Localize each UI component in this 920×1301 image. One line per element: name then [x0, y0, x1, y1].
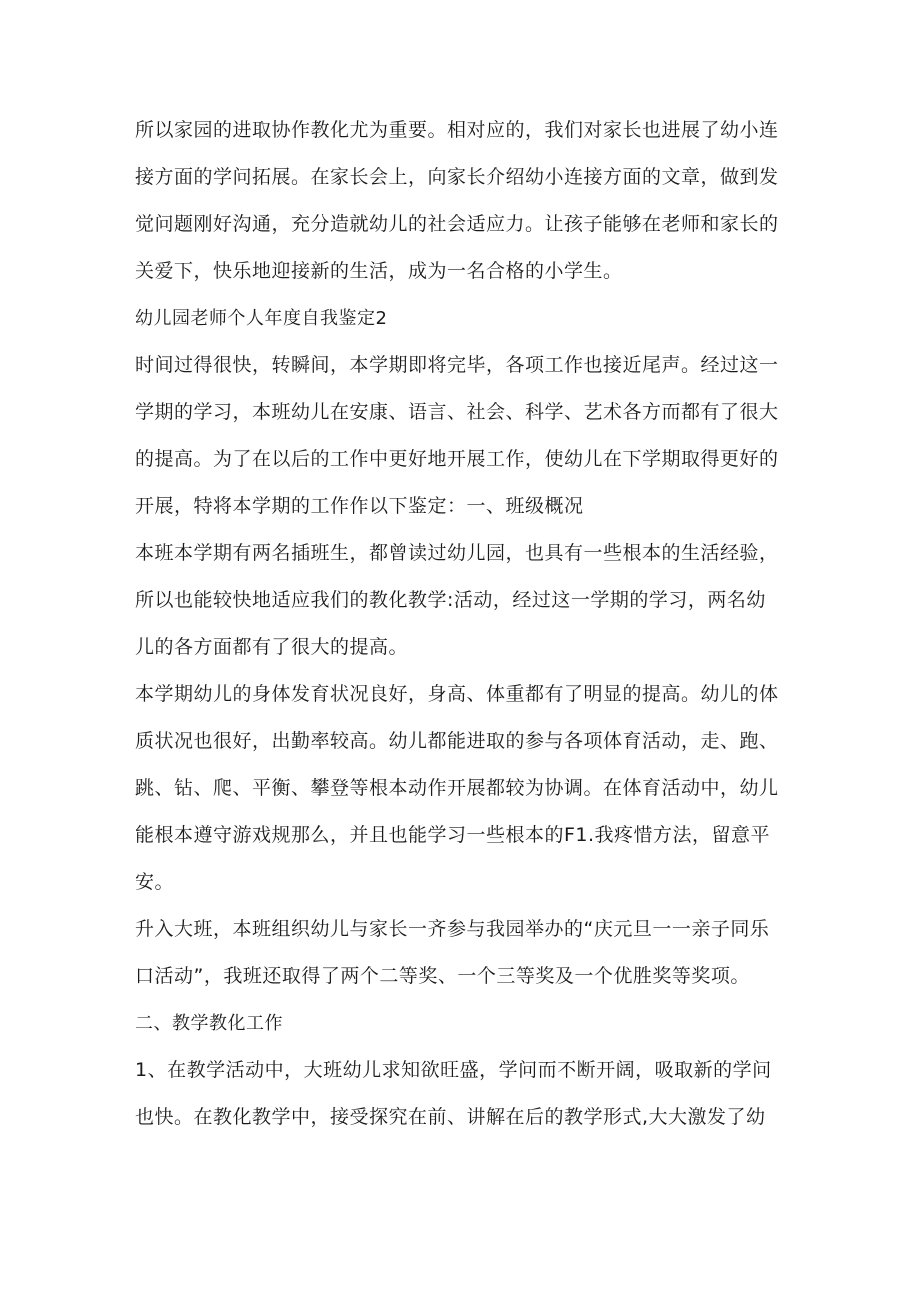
section-heading-teaching-work — [135, 1000, 787, 1047]
text-line: 觉问题刚好沟通，充分造就幼儿的社会适应力。让孩子能够在老师和家长的 — [135, 213, 779, 235]
text-line: 跳、钻、爬、平衡、攀登等根本动作开展都较为协调。在体育活动中，幼儿 — [135, 777, 779, 799]
paragraph-new-year-event — [135, 906, 787, 1000]
heading-line: 二、教学教化工作 — [135, 1013, 283, 1034]
text-line: 的提高。为了在以后的工作中更好地开展工作，使幼儿在下学期取得更好的 — [135, 448, 779, 470]
heading-line: 幼儿园老师个人年度自我鉴定2 — [135, 308, 388, 329]
text-line: 接方面的学问拓展。在家长会上，向家长介绍幼小连接方面的文章，做到发 — [135, 166, 779, 188]
text-line: 质状况也很好，出勤率较高。幼儿都能进取的参与各项体育活动，走、跑、 — [135, 730, 779, 752]
paragraph-intro — [135, 342, 787, 530]
document-body — [135, 107, 787, 1141]
text-line: 时间过得很快，转瞬间，本学期即将完毕，各项工作也接近尾声。经过这一 — [135, 354, 779, 376]
text-line: 关爱下，快乐地迎接新的生活，成为一名合格的小学生。 — [135, 260, 623, 282]
text-line: 儿的各方面都有了很大的提高。 — [135, 636, 409, 658]
text-line: 1、在教学活动中，大班幼儿求知欲旺盛，学问而不断开阔，吸取新的学问 — [135, 1059, 772, 1081]
text-line: 升入大班，本班组织幼儿与家长一齐参与我园举办的“庆元旦一一亲子同乐 — [135, 918, 770, 940]
text-line: 所以也能较快地适应我们的教化教学:活动，经过这一学期的学习，两名幼 — [135, 589, 766, 611]
section-heading-self-assessment — [135, 295, 787, 342]
text-line: 所以家园的进取协作教化尤为重要。相对应的，我们对家长也进展了幼小连 — [135, 119, 779, 141]
text-line: 安。 — [135, 871, 175, 893]
text-line: 也快。在教化教学中，接受探究在前、讲解在后的教学形式,大大激发了幼 — [135, 1106, 766, 1128]
paragraph-transfer-students — [135, 530, 787, 671]
text-line: 学期的学习，本班幼儿在安康、语言、社会、科学、艺术各方而都有了很大 — [135, 401, 779, 423]
text-line: 能根本遵守游戏规那么，并且也能学习一些根本的F1.我疼惜方法，留意平 — [135, 824, 771, 846]
paragraph-family-cooperation — [135, 107, 787, 295]
text-line: 本班本学期有两名插班生，都曾读过幼儿园，也具有一些根本的生活经验， — [135, 542, 779, 564]
paragraph-physical-development — [135, 671, 787, 906]
paragraph-teaching-activities — [135, 1047, 787, 1141]
text-line: 开展，特将本学期的工作作以下鉴定：一、班级概况 — [135, 495, 584, 517]
text-line: 本学期幼儿的身体发育状况良好，身高、体重都有了明显的提高。幼儿的体 — [135, 683, 779, 705]
text-line: 口活动”，我班还取得了两个二等奖、一个三等奖及一个优胜奖等奖项。 — [135, 965, 750, 987]
